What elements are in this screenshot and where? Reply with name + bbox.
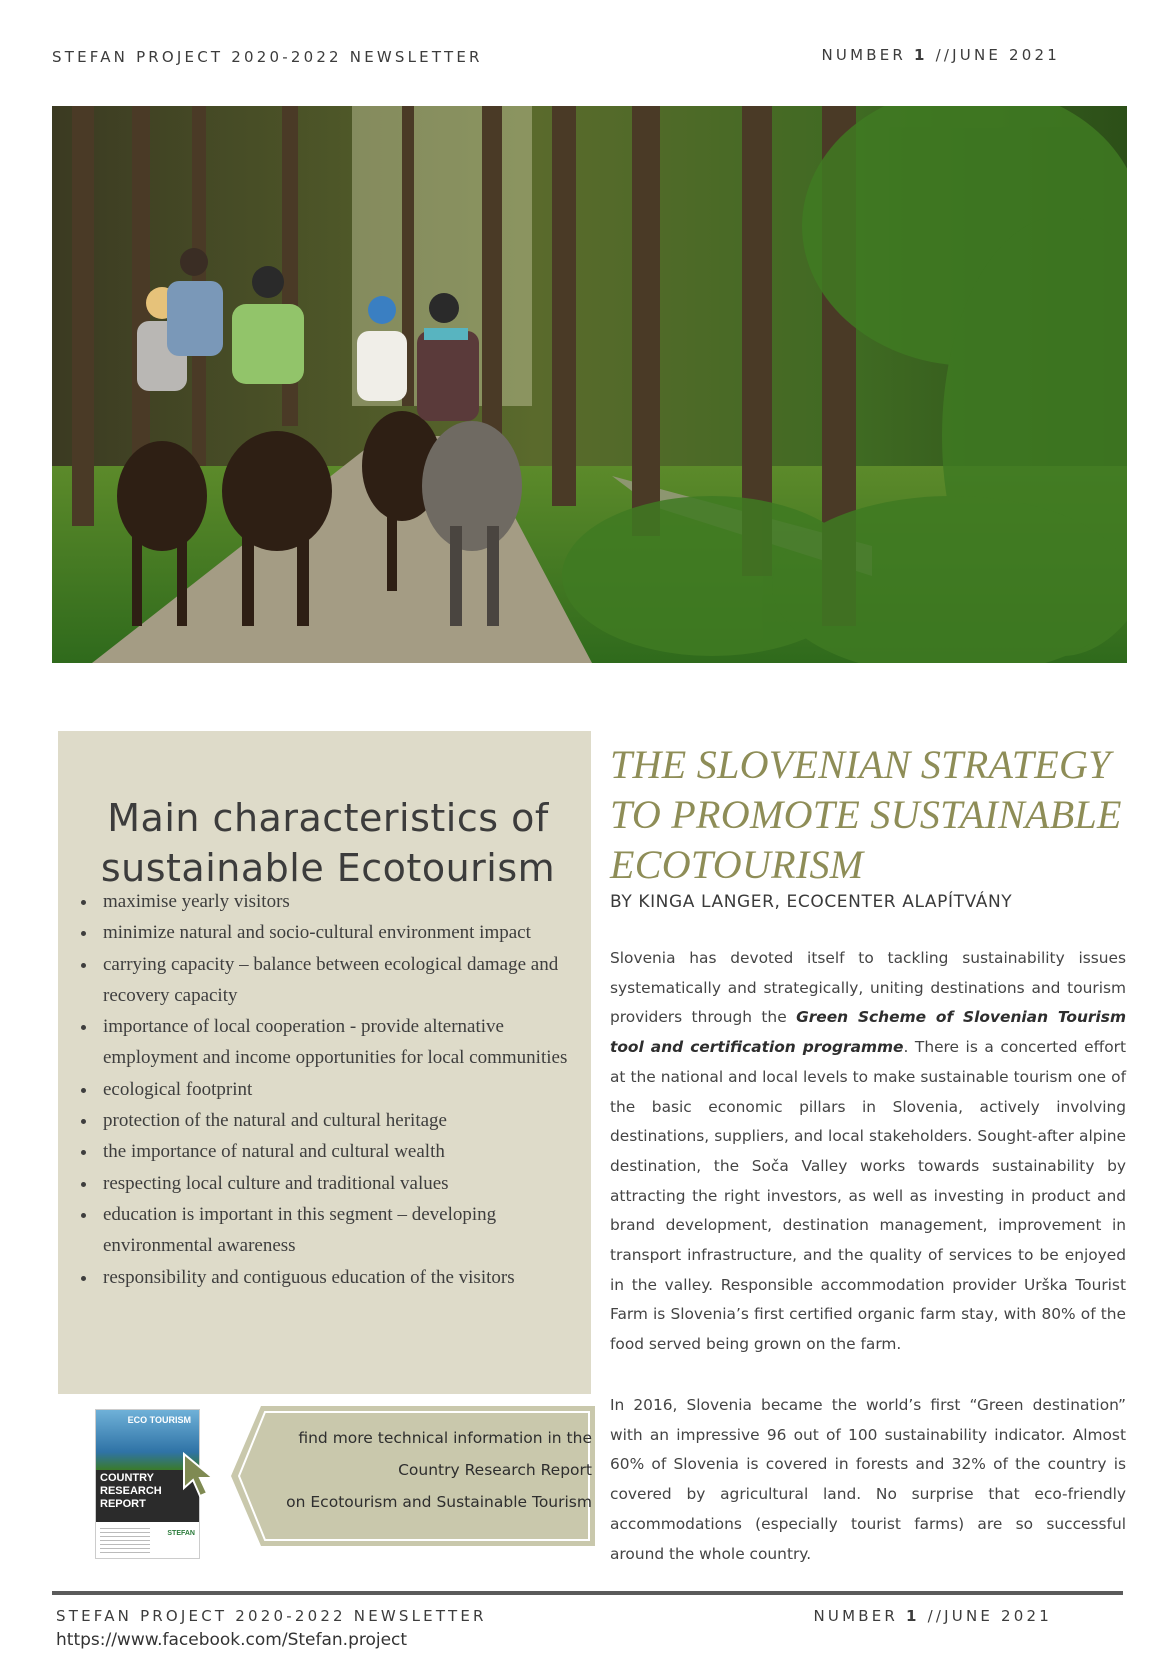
list-item: • maximise yearly visitors (98, 886, 598, 917)
green-scheme-emphasis: Green Scheme of Slovenian Tourism tool and certification programme (610, 1008, 1126, 1057)
article-paragraph-1 (610, 944, 1126, 1360)
article-paragraph-2: In 2016, Slovenia became the world’s first “Green destination” with an impressive 96 out of 100 sustainability indicator. Almost 60% of Slovenia is covered in forests and 32% of the country is covered by agricultural land. No surprise that eco-friendly accommodations (especially tourist farms) are so successful around the whole country. (610, 1396, 1126, 1563)
cover-small-print (100, 1528, 150, 1554)
list-item: • education is important in this segment – developing environmental awareness (98, 1199, 598, 1262)
footer-issue-prefix: NUMBER (813, 1607, 907, 1625)
callout-line1: find more technical information in the (298, 1429, 592, 1447)
list-item: • protection of the natural and cultural heritage (98, 1105, 598, 1136)
cover-eco-label: ECO TOURISM (127, 1415, 191, 1425)
header-issue-number: 1 (914, 46, 928, 64)
footer-divider (52, 1591, 1123, 1595)
callout-line3: on Ecotourism and Sustainable Tourism (286, 1493, 592, 1511)
header-issue (822, 46, 1060, 64)
article-title-line3: ECOTOURISM (610, 842, 864, 887)
list-item: • respecting local culture and traditional values (98, 1168, 598, 1199)
footer-title: STEFAN PROJECT 2020-2022 NEWSLETTER (56, 1607, 487, 1625)
article-title-line1: THE SLOVENIAN STRATEGY (610, 742, 1111, 787)
list-item: • importance of local cooperation - provide alternative employment and income opportunities for local communities (98, 1011, 598, 1074)
hero-photo-horse-riders-forest (52, 106, 1127, 663)
footer-issue (814, 1607, 1052, 1625)
stefan-logo: STEFAN (167, 1530, 195, 1537)
article-byline: BY KINGA LANGER, ECOCENTER ALAPÍTVÁNY (610, 892, 1013, 912)
list-item: • the importance of natural and cultural wealth (98, 1136, 598, 1167)
cover-title: COUNTRY RESEARCH REPORT (100, 1472, 162, 1510)
cursor-arrow-icon (180, 1450, 220, 1500)
article-title (610, 740, 1170, 890)
paragraph-text: . There is a concerted effort at the national and local levels to make sustainable tourism one of the basic economic pillars in Slovenia, actively involving destinations, suppliers, and local stakeholders. Sought-after alpine destination, the Soča Valley works towards sustainability by attracting the right investors, as well as investing in product and brand development, destination management, improvement in transport infrastructure, and the quality of services to be enjoyed in the valley. Responsible accommodation provider Urška Tourist Farm is Slovenia’s first certified organic farm stay, with 80% of the food served being grown on the farm. (610, 1038, 1126, 1354)
list-item: • minimize natural and socio-cultural environment impact (98, 917, 598, 948)
footer-issue-number: 1 (906, 1607, 920, 1625)
characteristics-list (80, 886, 598, 1293)
list-item: • carrying capacity – balance between ecological damage and recovery capacity (98, 949, 598, 1012)
article-title-line2: TO PROMOTE SUSTAINABLE (610, 792, 1122, 837)
header-issue-prefix: NUMBER (821, 46, 915, 64)
characteristics-box (58, 731, 591, 1394)
list-item: • responsibility and contiguous education of the visitors (98, 1262, 598, 1293)
paragraph-text: Slovenia has devoted itself to tackling sustainability issues systematically and strategically, uniting destinations and tourism providers through the (610, 949, 1126, 1027)
list-item: • ecological footprint (98, 1074, 598, 1105)
header-issue-date: //JUNE 2021 (927, 46, 1060, 64)
callout-line2: Country Research Report (398, 1461, 592, 1479)
box-title-line1: Main characteristics of (107, 795, 549, 840)
footer-issue-date: //JUNE 2021 (919, 1607, 1052, 1625)
box-title (78, 793, 578, 893)
header-title: STEFAN PROJECT 2020-2022 NEWSLETTER (52, 48, 483, 66)
callout-text[interactable] (262, 1422, 592, 1518)
facebook-link[interactable]: https://www.facebook.com/Stefan.project (56, 1630, 408, 1650)
box-title-line2: sustainable Ecotourism (100, 845, 556, 890)
